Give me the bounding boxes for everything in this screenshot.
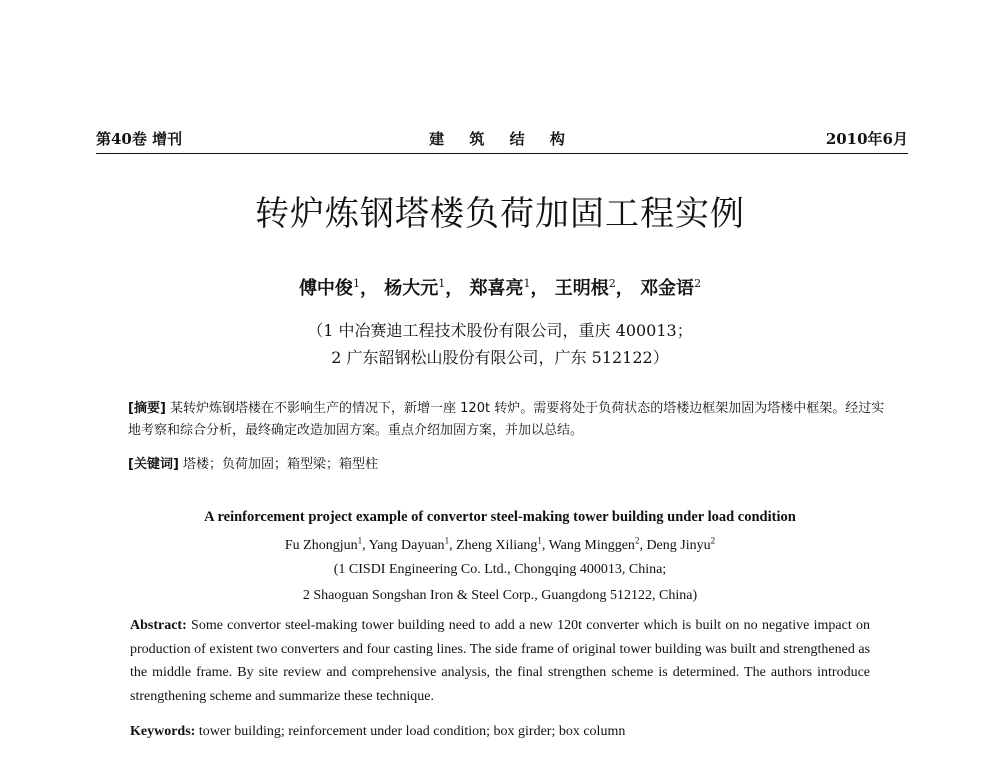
keywords-cn-label: [关键词] bbox=[128, 457, 179, 472]
author-en: Wang Minggen$^2$, bbox=[548, 535, 647, 553]
authors-en bbox=[0, 535, 1000, 554]
header-rule bbox=[96, 153, 908, 154]
keywords-cn-text: 塔楼；负荷加固；箱型梁；箱型柱 bbox=[178, 457, 379, 472]
author-cn: 杨大元$^1$， bbox=[384, 277, 464, 299]
keywords-en-label: Keywords: bbox=[130, 724, 196, 739]
affiliation-cn-2: 2 广东韶钢松山股份有限公司，广东 512122） bbox=[331, 348, 669, 367]
keywords-en-text: tower building; reinforcement under load condition; box girder; box column bbox=[195, 724, 626, 739]
author-en: Yang Dayuan$^1$, bbox=[368, 535, 457, 553]
affiliation-en-2: 2 Shaoguan Songshan Iron & Steel Corp., Guangdong 512122, China) bbox=[302, 588, 698, 603]
running-header bbox=[96, 128, 908, 150]
title-en: A reinforcement project example of convertor steel-making tower building under load condition bbox=[204, 509, 796, 525]
header-volume: 第40卷 增刊 bbox=[96, 130, 183, 148]
keywords-cn bbox=[128, 454, 888, 476]
title-cn: 转炉炼钢塔楼负荷加固工程实例 bbox=[255, 194, 745, 234]
abstract-en bbox=[130, 614, 870, 708]
author-en: Fu Zhongjun$^1$, bbox=[284, 535, 369, 553]
header-date: 2010年6月 bbox=[825, 130, 908, 148]
author-en: Zheng Xiliang$^1$, bbox=[456, 535, 549, 553]
author-cn: 王明根$^2$， bbox=[554, 277, 634, 299]
affiliation-cn-1: （1 中冶赛迪工程技术股份有限公司，重庆 400013； bbox=[307, 321, 693, 340]
author-cn: 郑喜亮$^1$， bbox=[469, 277, 549, 299]
abstract-en-text: Some convertor steel-making tower building need to add a new 120t converter which is built on no negative impact on production of existent two converters and four casting lines. The side frame of original tower building was built and strengthened as the middle frame. By site review and comprehensive analysis, the final strengthen scheme is determined. The authors introduce strengthening scheme and summarize these technique. bbox=[130, 618, 870, 704]
keywords-en bbox=[130, 724, 870, 740]
abstract-en-label: Abstract: bbox=[130, 618, 187, 633]
header-journal: 建 筑 结 构 bbox=[429, 130, 575, 148]
author-cn: 傅中俊$^1$， bbox=[298, 277, 378, 299]
author-cn: 邓金语$^2$ bbox=[640, 277, 702, 299]
affiliation-en-1: (1 CISDI Engineering Co. Ltd., Chongqing 400013, China; bbox=[333, 562, 667, 577]
abstract-cn-text: 某转炉炼钢塔楼在不影响生产的情况下，新增一座 120t 转炉。需要将处于负荷状态的塔楼边框架加固为塔楼中框架。经过实地考察和综合分析，最终确定改造加固方案。重点介绍加固方案，并加以总结。 bbox=[128, 401, 885, 438]
authors-cn bbox=[0, 274, 1000, 300]
author-en: Deng Jinyu$^2$ bbox=[646, 535, 716, 553]
abstract-cn-label: [摘要] bbox=[128, 401, 166, 416]
abstract-cn bbox=[128, 398, 888, 442]
